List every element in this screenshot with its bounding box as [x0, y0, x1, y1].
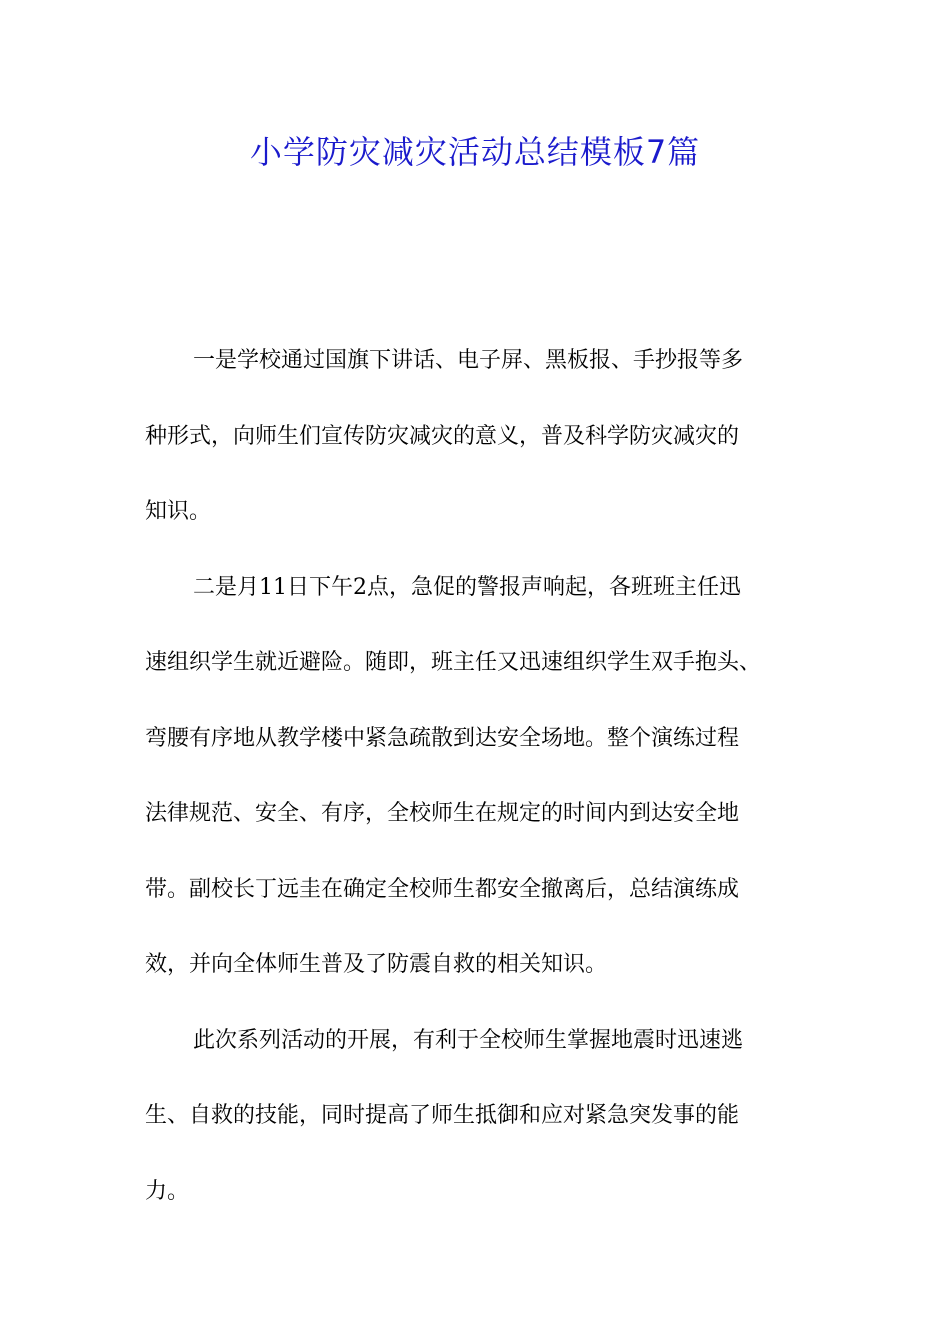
paragraph-line: 一是学校通过国旗下讲话、电子屏、黑板报、手抄报等多	[193, 348, 744, 373]
paragraph-line: 二是月11日下午2点，急促的警报声响起，各班班主任迅	[193, 574, 741, 600]
paragraph-line: 知识。	[145, 499, 212, 524]
document-title: 小学防灾减灾活动总结模板7篇	[249, 133, 701, 171]
document-body	[145, 342, 835, 1248]
paragraph-line: 种形式，向师生们宣传防灾减灾的意义，普及科学防灾减灾的	[145, 423, 740, 449]
paragraph-line: 带。副校长丁远圭在确定全校师生都安全撤离后，总结演练成	[145, 876, 740, 902]
paragraph-2	[145, 569, 835, 985]
paragraph-line: 效，并向全体师生普及了防震自救的相关知识。	[145, 952, 608, 977]
paragraph-3	[145, 1022, 835, 1211]
paragraph-line: 力。	[145, 1178, 190, 1204]
paragraph-1	[145, 342, 835, 531]
paragraph-line: 弯腰有序地从教学楼中紧急疏散到达安全场地。整个演练过程	[145, 725, 740, 751]
paragraph-line: 速组织学生就近避险。随即，班主任又迅速组织学生双手抱头、	[145, 650, 762, 675]
paragraph-line: 法律规范、安全、有序，全校师生在规定的时间内到达安全地	[145, 801, 740, 826]
paragraph-line: 此次系列活动的开展，有利于全校师生掌握地震时迅速逃	[193, 1027, 744, 1053]
paragraph-line: 生、自救的技能，同时提高了师生抵御和应对紧急突发事的能	[145, 1103, 740, 1128]
